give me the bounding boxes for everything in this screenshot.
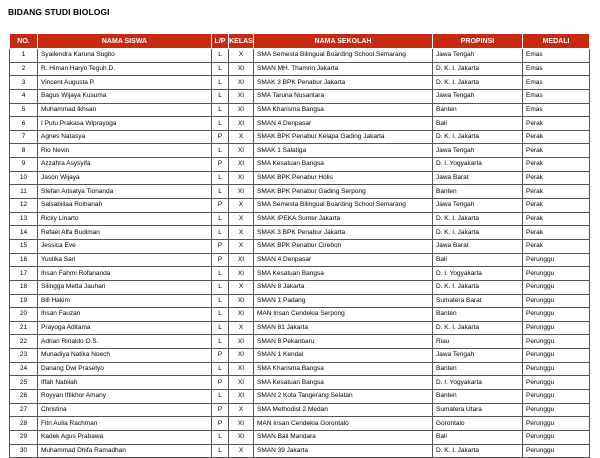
table-row <box>10 89 590 103</box>
cell-medali: Perunggu <box>523 349 590 363</box>
header-nama-sekolah: NAMA SEKOLAH <box>254 34 433 49</box>
cell-medali: Perak <box>523 144 590 158</box>
cell-nama-siswa: Azzahra Asysyifa <box>38 158 212 172</box>
cell-nama-sekolah: SMAK BPK Penabur Cirebon <box>254 239 433 253</box>
table-body <box>10 49 590 458</box>
cell-lp: L <box>212 76 229 90</box>
cell-medali: Emas <box>523 49 590 63</box>
cell-medali: Emas <box>523 76 590 90</box>
cell-lp: L <box>212 62 229 76</box>
cell-kelas: XI <box>229 185 254 199</box>
cell-lp: P <box>212 130 229 144</box>
cell-no: 11 <box>10 185 38 199</box>
cell-medali: Perunggu <box>523 294 590 308</box>
cell-no: 20 <box>10 308 38 322</box>
cell-propinsi: Banten <box>433 362 523 376</box>
cell-propinsi: D. I. Yogyakarta <box>433 267 523 281</box>
table-row <box>10 444 590 458</box>
cell-lp: L <box>212 294 229 308</box>
cell-propinsi: Banten <box>433 308 523 322</box>
cell-nama-sekolah: SMAN 2 Kota Tangerang Selatan <box>254 390 433 404</box>
cell-propinsi: Sumatera Utara <box>433 403 523 417</box>
cell-nama-siswa: Stefan Arisatya Tionanda <box>38 185 212 199</box>
cell-propinsi: Riau <box>433 335 523 349</box>
cell-nama-sekolah: SMAN 1 Kendal <box>254 349 433 363</box>
table-row <box>10 335 590 349</box>
cell-nama-siswa: Jason Wijaya <box>38 171 212 185</box>
cell-medali: Perunggu <box>523 390 590 404</box>
cell-propinsi: Sumatera Barat <box>433 294 523 308</box>
cell-propinsi: Banten <box>433 103 523 117</box>
cell-nama-sekolah: SMA Semesta Bilingual Boarding School Semarang <box>254 199 433 213</box>
cell-kelas: X <box>229 403 254 417</box>
cell-propinsi: Bali <box>433 253 523 267</box>
table-row <box>10 390 590 404</box>
cell-medali: Perak <box>523 239 590 253</box>
cell-lp: P <box>212 376 229 390</box>
cell-kelas: X <box>229 212 254 226</box>
cell-nama-siswa: Bagus Wijaya Kusuma <box>38 89 212 103</box>
cell-nama-sekolah: SMAK BPK Penabur Kelapa Gading Jakarta <box>254 130 433 144</box>
table-row <box>10 430 590 444</box>
cell-no: 22 <box>10 335 38 349</box>
cell-medali: Perunggu <box>523 362 590 376</box>
cell-lp: P <box>212 239 229 253</box>
cell-kelas: XI <box>229 253 254 267</box>
cell-no: 7 <box>10 130 38 144</box>
cell-medali: Perunggu <box>523 253 590 267</box>
cell-medali: Perak <box>523 171 590 185</box>
cell-kelas: XI <box>229 267 254 281</box>
cell-kelas: XI <box>229 144 254 158</box>
cell-kelas: XI <box>229 158 254 172</box>
table-row <box>10 321 590 335</box>
cell-propinsi: D. K. I. Jakarta <box>433 280 523 294</box>
cell-propinsi: Jawa Tengah <box>433 89 523 103</box>
cell-kelas: X <box>229 199 254 213</box>
cell-no: 6 <box>10 117 38 131</box>
cell-medali: Emas <box>523 103 590 117</box>
cell-nama-sekolah: MAN Insan Cendekia Serpong <box>254 308 433 322</box>
cell-no: 10 <box>10 171 38 185</box>
table-row <box>10 267 590 281</box>
cell-nama-siswa: Syailendra Karuna Sugito <box>38 49 212 63</box>
cell-kelas: XI <box>229 62 254 76</box>
table-row <box>10 239 590 253</box>
cell-nama-sekolah: SMA Methodist 2 Medan <box>254 403 433 417</box>
cell-propinsi: D. K. I. Jakarta <box>433 226 523 240</box>
cell-lp: P <box>212 158 229 172</box>
cell-medali: Perunggu <box>523 335 590 349</box>
cell-lp: L <box>212 49 229 63</box>
cell-lp: L <box>212 212 229 226</box>
cell-nama-sekolah: SMAK IPEKA Sunter Jakarta <box>254 212 433 226</box>
cell-no: 13 <box>10 212 38 226</box>
cell-no: 17 <box>10 267 38 281</box>
cell-nama-sekolah: SMAN 8 Pekanbaru <box>254 335 433 349</box>
table-row <box>10 76 590 90</box>
cell-lp: L <box>212 308 229 322</box>
cell-nama-sekolah: SMAN 4 Denpasar <box>254 253 433 267</box>
cell-nama-siswa: Ihsan Fahmi Rofananda <box>38 267 212 281</box>
results-table <box>9 33 590 458</box>
cell-no: 27 <box>10 403 38 417</box>
cell-kelas: XI <box>229 430 254 444</box>
cell-kelas: X <box>229 226 254 240</box>
cell-kelas: XI <box>229 417 254 431</box>
table-row <box>10 403 590 417</box>
cell-propinsi: Jawa Tengah <box>433 49 523 63</box>
cell-no: 18 <box>10 280 38 294</box>
cell-kelas: XI <box>229 89 254 103</box>
table-row <box>10 280 590 294</box>
table-row <box>10 103 590 117</box>
cell-propinsi: Gorontalo <box>433 417 523 431</box>
header-propinsi: PROPINSI <box>433 34 523 49</box>
cell-nama-siswa: Iffah Nabilah <box>38 376 212 390</box>
cell-medali: Perunggu <box>523 321 590 335</box>
cell-nama-siswa: Vincent Augusta P. <box>38 76 212 90</box>
table-row <box>10 185 590 199</box>
header-lp: L/P <box>212 34 229 49</box>
cell-propinsi: D. K. I. Jakarta <box>433 212 523 226</box>
cell-propinsi: Jawa Barat <box>433 171 523 185</box>
cell-medali: Perak <box>523 185 590 199</box>
table-row <box>10 199 590 213</box>
cell-nama-sekolah: SMAN 1 Padang <box>254 294 433 308</box>
cell-nama-siswa: Muhammad Ikhsan <box>38 103 212 117</box>
cell-nama-siswa: Bill Hakim <box>38 294 212 308</box>
cell-nama-siswa: Munadiya Natika Noech <box>38 349 212 363</box>
cell-no: 12 <box>10 199 38 213</box>
cell-lp: L <box>212 321 229 335</box>
cell-nama-siswa: Agnes Natasya <box>38 130 212 144</box>
cell-nama-siswa: I Putu Prakasa Wiprayoga <box>38 117 212 131</box>
cell-nama-sekolah: SMA Taruna Nusantara <box>254 89 433 103</box>
table-row <box>10 308 590 322</box>
cell-lp: L <box>212 390 229 404</box>
table-row <box>10 253 590 267</box>
cell-no: 23 <box>10 349 38 363</box>
cell-nama-siswa: Muhammad Dhifa Ramadhan <box>38 444 212 458</box>
cell-propinsi: D. K. I. Jakarta <box>433 76 523 90</box>
cell-nama-siswa: Yustika Sari <box>38 253 212 267</box>
cell-nama-siswa: Christina <box>38 403 212 417</box>
cell-propinsi: D. I. Yogyakarta <box>433 158 523 172</box>
cell-nama-sekolah: SMAN MH. Thamrin Jakarta <box>254 62 433 76</box>
cell-no: 16 <box>10 253 38 267</box>
cell-nama-siswa: Royyan Iftikhor Amany <box>38 390 212 404</box>
cell-kelas: X <box>229 130 254 144</box>
cell-nama-sekolah: SMAK BPK Penabur Gading Serpong <box>254 185 433 199</box>
cell-medali: Perunggu <box>523 417 590 431</box>
cell-kelas: XI <box>229 349 254 363</box>
cell-lp: L <box>212 103 229 117</box>
cell-lp: P <box>212 349 229 363</box>
table-row <box>10 171 590 185</box>
cell-lp: P <box>212 253 229 267</box>
cell-nama-sekolah: SMAK BPK Penabur Holis <box>254 171 433 185</box>
cell-lp: L <box>212 280 229 294</box>
cell-no: 2 <box>10 62 38 76</box>
cell-no: 5 <box>10 103 38 117</box>
cell-kelas: XI <box>229 294 254 308</box>
table-row <box>10 49 590 63</box>
cell-nama-siswa: Ricky Linarto <box>38 212 212 226</box>
cell-lp: L <box>212 267 229 281</box>
cell-lp: P <box>212 199 229 213</box>
cell-kelas: XI <box>229 76 254 90</box>
cell-nama-siswa: Silingga Metta Jauhari <box>38 280 212 294</box>
cell-nama-sekolah: SMAN 8 Jakarta <box>254 280 433 294</box>
cell-no: 14 <box>10 226 38 240</box>
cell-no: 1 <box>10 49 38 63</box>
cell-propinsi: D. K. I. Jakarta <box>433 444 523 458</box>
cell-nama-siswa: Rio Nevin <box>38 144 212 158</box>
cell-nama-siswa: Salsabiilaa Roihanah <box>38 199 212 213</box>
table-header-row <box>10 34 590 49</box>
cell-medali: Perak <box>523 130 590 144</box>
cell-no: 4 <box>10 89 38 103</box>
table-row <box>10 212 590 226</box>
cell-nama-siswa: Ihsan Fauzan <box>38 308 212 322</box>
cell-medali: Perak <box>523 199 590 213</box>
cell-nama-siswa: Refael Alfa Budiman <box>38 226 212 240</box>
cell-medali: Perak <box>523 158 590 172</box>
cell-medali: Perunggu <box>523 308 590 322</box>
cell-nama-sekolah: SMA Kesatuan Bangsa <box>254 376 433 390</box>
cell-lp: L <box>212 171 229 185</box>
cell-medali: Perak <box>523 117 590 131</box>
header-kelas: KELAS <box>229 34 254 49</box>
cell-propinsi: Bali <box>433 430 523 444</box>
cell-nama-siswa: Jessica Eve <box>38 239 212 253</box>
cell-no: 15 <box>10 239 38 253</box>
cell-kelas: X <box>229 280 254 294</box>
cell-kelas: XI <box>229 117 254 131</box>
cell-no: 29 <box>10 430 38 444</box>
table-row <box>10 417 590 431</box>
cell-propinsi: D. I. Yogyakarta <box>433 376 523 390</box>
cell-propinsi: Jawa Tengah <box>433 199 523 213</box>
cell-nama-sekolah: SMA Kharisma Bangsa <box>254 362 433 376</box>
cell-propinsi: Jawa Tengah <box>433 349 523 363</box>
cell-no: 21 <box>10 321 38 335</box>
cell-nama-sekolah: SMA Kesatuan Bangsa <box>254 158 433 172</box>
cell-nama-sekolah: SMAN 4 Denpasar <box>254 117 433 131</box>
cell-nama-siswa: Adrian Rinaldo O.S. <box>38 335 212 349</box>
cell-kelas: X <box>229 321 254 335</box>
cell-propinsi: Jawa Barat <box>433 239 523 253</box>
cell-kelas: XI <box>229 308 254 322</box>
cell-nama-sekolah: SMA Kesatuan Bangsa <box>254 267 433 281</box>
cell-lp: L <box>212 444 229 458</box>
cell-nama-siswa: Kadek Agus Prabawa <box>38 430 212 444</box>
cell-propinsi: Banten <box>433 185 523 199</box>
cell-no: 3 <box>10 76 38 90</box>
cell-lp: L <box>212 117 229 131</box>
table-row <box>10 294 590 308</box>
cell-lp: L <box>212 335 229 349</box>
cell-propinsi: D. K. I. Jakarta <box>433 130 523 144</box>
cell-no: 24 <box>10 362 38 376</box>
cell-nama-sekolah: SMAN Bali Mandara <box>254 430 433 444</box>
cell-lp: P <box>212 417 229 431</box>
cell-kelas: XI <box>229 171 254 185</box>
cell-nama-sekolah: SMAK 3 BPK Penabur Jakarta <box>254 226 433 240</box>
cell-nama-siswa: Danang Dwi Prasetyo <box>38 362 212 376</box>
header-nama-siswa: NAMA SISWA <box>38 34 212 49</box>
table-row <box>10 362 590 376</box>
cell-no: 25 <box>10 376 38 390</box>
cell-propinsi: Banten <box>433 390 523 404</box>
cell-kelas: XI <box>229 103 254 117</box>
cell-kelas: X <box>229 444 254 458</box>
cell-nama-sekolah: SMA Kharisma Bangsa <box>254 103 433 117</box>
table-row <box>10 62 590 76</box>
cell-propinsi: Jawa Tengah <box>433 144 523 158</box>
cell-lp: L <box>212 144 229 158</box>
cell-medali: Perunggu <box>523 403 590 417</box>
cell-kelas: X <box>229 49 254 63</box>
table-row <box>10 158 590 172</box>
cell-no: 9 <box>10 158 38 172</box>
cell-no: 19 <box>10 294 38 308</box>
table-row <box>10 349 590 363</box>
cell-no: 8 <box>10 144 38 158</box>
cell-medali: Perak <box>523 212 590 226</box>
cell-no: 28 <box>10 417 38 431</box>
cell-kelas: XI <box>229 335 254 349</box>
cell-nama-sekolah: SMAN 39 Jakarta <box>254 444 433 458</box>
cell-lp: L <box>212 430 229 444</box>
cell-lp: L <box>212 185 229 199</box>
cell-kelas: XI <box>229 362 254 376</box>
cell-nama-sekolah: MAN Insan Cendekia Gorontalo <box>254 417 433 431</box>
header-no: NO. <box>10 34 38 49</box>
cell-lp: L <box>212 362 229 376</box>
cell-medali: Perunggu <box>523 376 590 390</box>
cell-medali: Perunggu <box>523 430 590 444</box>
cell-propinsi: D. K. I. Jakarta <box>433 62 523 76</box>
cell-nama-siswa: R. Himan Haryo Teguh D. <box>38 62 212 76</box>
cell-nama-sekolah: SMA Semesta Bilingual Boarding School Semarang <box>254 49 433 63</box>
cell-medali: Emas <box>523 89 590 103</box>
cell-nama-sekolah: SMAN 81 Jakarta <box>254 321 433 335</box>
cell-nama-sekolah: SMAK 3 BPK Penabur Jakarta <box>254 76 433 90</box>
cell-lp: L <box>212 89 229 103</box>
cell-propinsi: D. K. I. Jakarta <box>433 321 523 335</box>
cell-nama-siswa: Fitri Aulia Rachman <box>38 417 212 431</box>
page-title: BIDANG STUDI BIOLOGI <box>8 7 110 17</box>
cell-medali: Perunggu <box>523 444 590 458</box>
table-row <box>10 117 590 131</box>
cell-medali: Emas <box>523 62 590 76</box>
cell-nama-siswa: Prayoga Aditama <box>38 321 212 335</box>
cell-medali: Perak <box>523 226 590 240</box>
cell-kelas: XI <box>229 376 254 390</box>
cell-medali: Perunggu <box>523 280 590 294</box>
cell-lp: P <box>212 403 229 417</box>
table-row <box>10 144 590 158</box>
cell-nama-sekolah: SMAK 1 Salatiga <box>254 144 433 158</box>
table-row <box>10 130 590 144</box>
cell-kelas: X <box>229 239 254 253</box>
cell-propinsi: Bali <box>433 117 523 131</box>
header-medali: MEDALI <box>523 34 590 49</box>
table-row <box>10 376 590 390</box>
cell-medali: Perunggu <box>523 267 590 281</box>
cell-no: 26 <box>10 390 38 404</box>
cell-kelas: XI <box>229 390 254 404</box>
cell-no: 30 <box>10 444 38 458</box>
table-row <box>10 226 590 240</box>
cell-lp: L <box>212 226 229 240</box>
